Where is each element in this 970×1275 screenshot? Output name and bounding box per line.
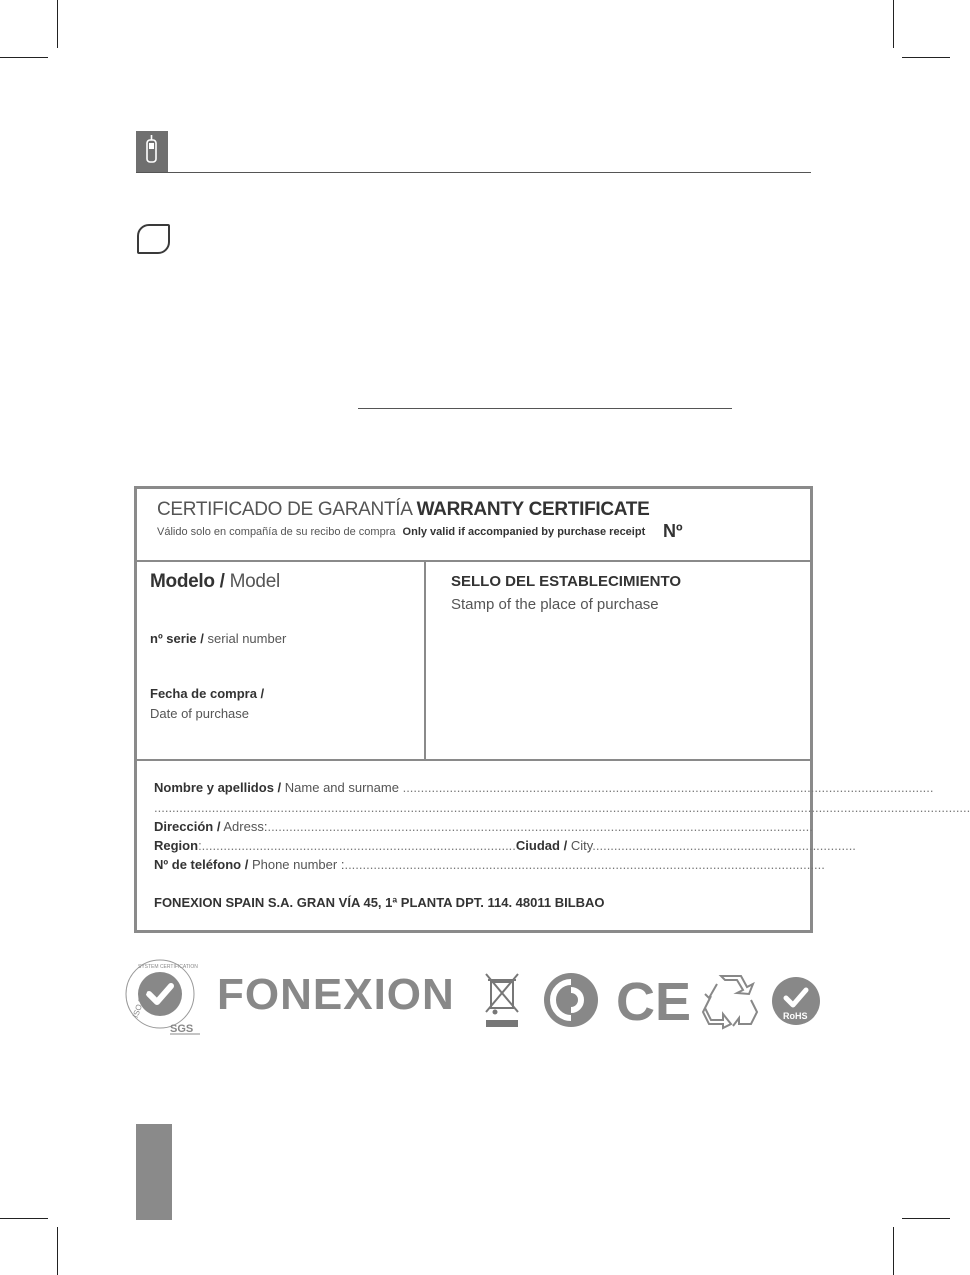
stamp-label-en: Stamp of the place of purchase bbox=[451, 596, 659, 613]
header-rule bbox=[136, 172, 811, 173]
region-city-line: Region:.......................................................................................Ciudad / City......................................................................... bbox=[154, 838, 856, 853]
name-line: Nombre y apellidos / Name and surname ................................................................................................................................................... bbox=[154, 780, 934, 795]
certification-logos bbox=[0, 958, 950, 1038]
model-field: Modelo / Model bbox=[150, 571, 280, 592]
address-line: Dirección / Adress:....................................................................................................................................................... bbox=[154, 819, 813, 834]
serial-field: nº serie / serial number bbox=[150, 631, 287, 646]
green-dot-icon bbox=[543, 972, 599, 1028]
certificate-customer-section bbox=[137, 759, 970, 930]
note-icon bbox=[137, 224, 170, 254]
crop-mark bbox=[893, 0, 894, 48]
rohs-icon bbox=[771, 976, 821, 1026]
phone-icon bbox=[136, 131, 168, 173]
divider-line bbox=[358, 408, 732, 409]
sgs-text: SGS bbox=[170, 1023, 194, 1035]
sgs-iso-logo bbox=[120, 958, 202, 1036]
weee-icon bbox=[480, 970, 524, 1030]
stamp-label: SELLO DEL ESTABLECIMIENTO bbox=[451, 573, 682, 590]
phone-line: Nº de teléfono / Phone number :..................................................................................................................................... bbox=[154, 857, 825, 872]
crop-mark bbox=[902, 1218, 950, 1219]
company-address: FONEXION SPAIN S.A. GRAN VÍA 45, 1ª PLANTA DPT. 114. 48011 BILBAO bbox=[154, 895, 605, 910]
crop-mark bbox=[0, 57, 48, 58]
warranty-certificate bbox=[134, 486, 970, 933]
certificate-title: CERTIFICADO DE GARANTÍA WARRANTY CERTIFICATE bbox=[157, 499, 650, 520]
page-tab-marker bbox=[136, 1124, 172, 1220]
cert-ring-text: SYSTEM CERTIFICATION bbox=[138, 964, 198, 970]
crop-mark bbox=[57, 1227, 58, 1275]
certificate-number-label: Nº bbox=[663, 521, 683, 541]
recycle-icon bbox=[703, 974, 759, 1028]
purchase-date-label-en: Date of purchase bbox=[150, 706, 250, 721]
ce-mark-icon bbox=[616, 972, 692, 1032]
iso-text: ISO 9001 bbox=[130, 984, 151, 1020]
svg-text:RoHS: RoHS bbox=[783, 1011, 808, 1021]
crop-mark bbox=[902, 57, 950, 58]
certificate-product-section bbox=[137, 560, 810, 761]
name-continuation-line: .................................................................................................................................................................................................................................. bbox=[154, 800, 970, 815]
section-divider bbox=[424, 560, 426, 759]
svg-text:CE: CE bbox=[616, 972, 692, 1032]
crop-mark bbox=[893, 1227, 894, 1275]
crop-mark bbox=[0, 1218, 48, 1219]
crop-mark bbox=[57, 0, 58, 48]
certificate-subtitle: Válido solo en compañía de su recibo de compra Only valid if accompanied by purchase receipt bbox=[157, 526, 646, 538]
purchase-date-label: Fecha de compra / bbox=[150, 686, 265, 701]
fonexion-logo: FONEXION bbox=[217, 970, 455, 1019]
certificate-header bbox=[137, 489, 810, 562]
